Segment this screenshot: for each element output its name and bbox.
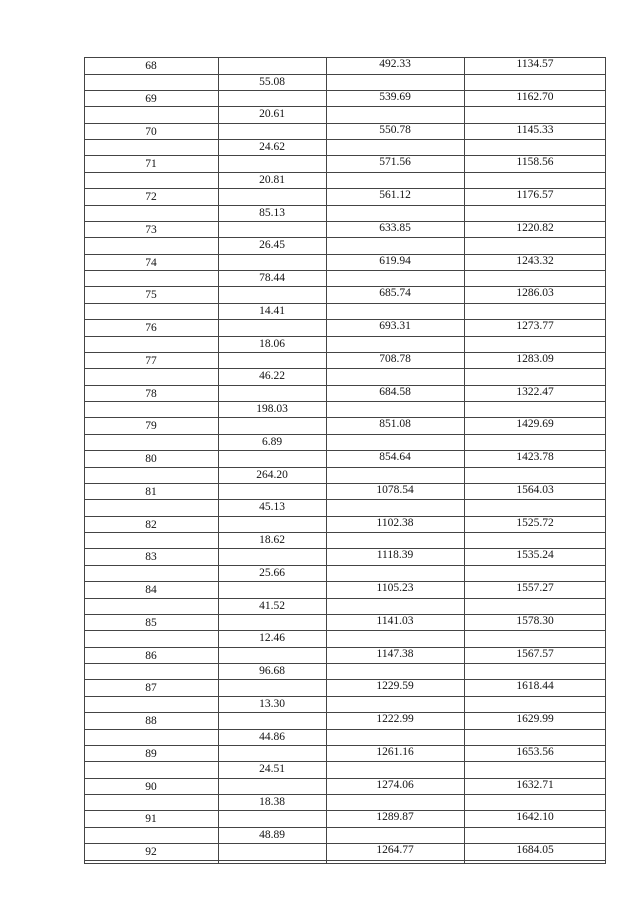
value-b: 1567.57 xyxy=(516,647,554,660)
value-b: 1162.70 xyxy=(516,90,554,103)
value-a: 1102.38 xyxy=(376,516,414,529)
row-number: 81 xyxy=(145,485,157,498)
row-number: 68 xyxy=(145,60,157,72)
row-number: 78 xyxy=(145,387,157,400)
row-number: 79 xyxy=(145,420,157,433)
value-difference: 12.46 xyxy=(259,632,285,645)
value-b: 1158.56 xyxy=(516,156,554,169)
row-number: 72 xyxy=(145,191,157,203)
value-a: 1274.06 xyxy=(376,778,414,791)
value-a: 1078.54 xyxy=(376,483,414,496)
value-difference: 20.61 xyxy=(259,108,285,121)
row-rule xyxy=(84,863,606,864)
row-number: 73 xyxy=(145,223,157,236)
value-difference: 18.62 xyxy=(259,534,285,546)
value-b: 1525.72 xyxy=(516,516,554,529)
value-difference: 46.22 xyxy=(259,370,285,383)
value-difference: 14.41 xyxy=(259,304,285,317)
value-a: 1147.38 xyxy=(376,647,414,660)
value-difference: 20.81 xyxy=(259,173,285,186)
value-difference: 6.89 xyxy=(261,435,283,448)
value-a: 1261.16 xyxy=(376,745,414,758)
row-number: 92 xyxy=(145,846,157,858)
row-number: 90 xyxy=(145,780,157,793)
column-rule xyxy=(605,57,606,864)
value-difference: 78.44 xyxy=(259,272,285,284)
value-a: 1105.23 xyxy=(376,582,414,594)
row-number: 85 xyxy=(145,616,157,629)
row-number: 88 xyxy=(145,715,157,727)
value-a: 708.78 xyxy=(379,352,411,365)
value-b: 1653.56 xyxy=(516,745,554,758)
value-b: 1243.32 xyxy=(516,254,554,267)
value-b: 1642.10 xyxy=(516,811,554,824)
row-number: 86 xyxy=(145,649,157,662)
row-number: 77 xyxy=(145,354,157,367)
value-b: 1429.69 xyxy=(516,418,554,431)
value-difference: 55.08 xyxy=(259,75,285,88)
value-b: 1629.99 xyxy=(516,713,554,725)
row-number: 83 xyxy=(145,551,157,564)
value-difference: 41.52 xyxy=(259,599,285,612)
row-number: 69 xyxy=(145,92,157,105)
value-a: 571.56 xyxy=(379,156,411,169)
row-number: 87 xyxy=(145,682,157,695)
value-a: 851.08 xyxy=(379,418,411,431)
value-a: 854.64 xyxy=(379,451,411,463)
value-a: 633.85 xyxy=(379,221,411,234)
value-a: 539.69 xyxy=(379,90,411,103)
column-rule xyxy=(84,57,85,864)
column-rule xyxy=(464,57,465,864)
row-number: 91 xyxy=(145,813,157,826)
value-b: 1535.24 xyxy=(516,549,554,562)
value-a: 492.33 xyxy=(379,58,411,70)
value-a: 685.74 xyxy=(379,287,411,300)
value-b: 1134.57 xyxy=(516,58,554,70)
value-a: 1222.99 xyxy=(376,713,414,725)
value-a: 693.31 xyxy=(379,320,411,332)
value-a: 1141.03 xyxy=(376,614,414,627)
row-number: 76 xyxy=(145,322,157,334)
value-difference: 96.68 xyxy=(259,665,285,677)
value-b: 1176.57 xyxy=(516,189,554,201)
value-difference: 45.13 xyxy=(259,501,285,514)
value-b: 1220.82 xyxy=(516,221,554,234)
value-a: 1229.59 xyxy=(376,680,414,693)
value-difference: 18.38 xyxy=(259,796,285,808)
value-difference: 26.45 xyxy=(259,239,285,252)
value-difference: 44.86 xyxy=(259,730,285,743)
row-number: 75 xyxy=(145,289,157,302)
value-b: 1557.27 xyxy=(516,582,554,594)
value-difference: 24.51 xyxy=(259,763,285,776)
value-b: 1632.71 xyxy=(516,778,554,791)
row-number: 71 xyxy=(145,158,157,171)
value-difference: 13.30 xyxy=(259,697,285,710)
value-a: 1118.39 xyxy=(376,549,414,562)
value-b: 1286.03 xyxy=(516,287,554,300)
value-difference: 25.66 xyxy=(259,566,285,579)
value-a: 1289.87 xyxy=(376,811,414,824)
value-a: 561.12 xyxy=(379,189,411,201)
value-b: 1578.30 xyxy=(516,614,554,627)
row-number: 74 xyxy=(145,256,157,269)
value-a: 550.78 xyxy=(379,123,411,136)
value-b: 1322.47 xyxy=(516,385,554,398)
value-difference: 18.06 xyxy=(259,337,285,350)
row-number: 70 xyxy=(145,125,157,138)
row-number: 82 xyxy=(145,518,157,531)
value-b: 1564.03 xyxy=(516,483,554,496)
column-rule xyxy=(218,57,219,864)
value-a: 684.58 xyxy=(379,385,411,398)
data-table xyxy=(84,57,606,864)
value-b: 1618.44 xyxy=(516,680,554,693)
value-difference: 198.03 xyxy=(256,403,288,415)
value-b: 1145.33 xyxy=(516,123,554,136)
value-difference: 24.62 xyxy=(259,141,285,153)
value-difference: 48.89 xyxy=(259,828,285,841)
column-rule xyxy=(326,57,327,864)
row-number: 80 xyxy=(145,453,157,465)
value-difference: 264.20 xyxy=(256,468,288,481)
value-b: 1684.05 xyxy=(516,844,554,856)
value-a: 619.94 xyxy=(379,254,411,267)
value-a: 1264.77 xyxy=(376,844,414,856)
value-b: 1423.78 xyxy=(516,451,554,463)
row-number: 84 xyxy=(145,584,157,596)
value-difference: 85.13 xyxy=(259,206,285,219)
value-b: 1283.09 xyxy=(516,352,554,365)
row-number: 89 xyxy=(145,747,157,760)
value-b: 1273.77 xyxy=(516,320,554,332)
